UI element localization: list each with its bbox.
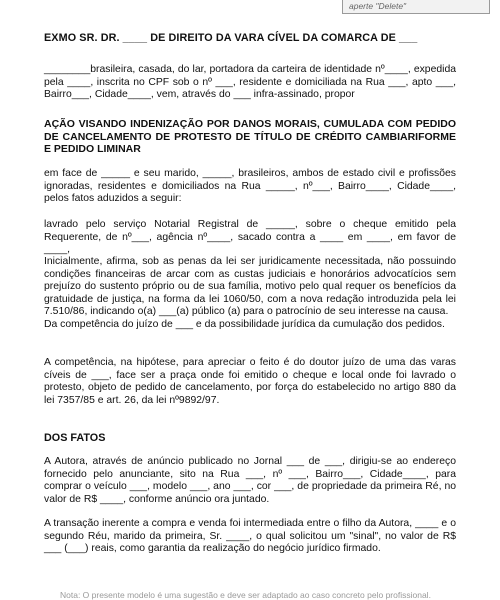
facts-paragraph-1: A Autora, através de anúncio publicado no Jornal ___ de ___, dirigiu-se ao endereço fornecido pelo anunciante, sito na Rua ___, nº ___, Bairro___, Cidade____, para comprar o veículo ___, modelo ___, ano ___, cor ___, de propriedade da primeira Ré, no valor de R$ ____, conforme anúncio ora juntado. bbox=[44, 456, 456, 505]
defendants-paragraph: em face de _____ e seu marido, _____, brasileiros, ambos de estado civil e profissões ignoradas, residentes e domiciliados na Rua _____, nº___, Bairro____, Cidade____, pelos fatos aduzidos a seguir: bbox=[44, 168, 456, 205]
footer-note: Nota: O presente modelo é uma sugestão e deve ser adaptado ao caso concreto pelo profissional. bbox=[60, 590, 431, 600]
legal-aid-section bbox=[44, 256, 456, 332]
competence-paragraph: A competência, na hipótese, para apreciar o feito é do doutor juízo de uma das varas cíveis de ___, face ser a praça onde foi emitido o cheque e local onde foi lavrado o protesto, objeto de pedido de cancelamento, por força do estabelecido no artigo 880 da lei 7357/85 e art. 26, da lei nº9892/97. bbox=[44, 357, 456, 406]
qualification-paragraph: ________brasileira, casada, do lar, portadora da carteira de identidade nº____, expedida pela ____, inscrita no CPF sob o nº ___, residente e domiciliada na Rua ___, apto ___, Bairro___, Cidade____, vem, através do ___ infra-assinado, propor bbox=[44, 64, 456, 101]
competence-heading-line: Da competência do juízo de ___ e da possibilidade jurídica da cumulação dos pedidos. bbox=[44, 318, 445, 330]
facts-paragraph-2: A transação inerente a compra e venda foi intermediada entre o filho da Autora, ____ e o segundo Réu, marido da primeira, Sr. ____, o qual solicitou um "sinal", no valor de R$ ___ (___) reais, como garantia da realização do negócio jurídico firmado. bbox=[44, 518, 456, 555]
petition-header: EXMO SR. DR. ____ DE DIREITO DA VARA CÍVEL DA COMARCA DE ___ bbox=[44, 32, 418, 44]
tooltip-text: aperte "Delete" bbox=[349, 1, 407, 11]
action-title: AÇÃO VISANDO INDENIZAÇÃO POR DANOS MORAIS, CUMULADA COM PEDIDO DE CANCELAMENTO DE PROTESTO DE TÍTULO DE CRÉDITO CAMBIARIFORME E PEDIDO LIMINAR bbox=[44, 118, 456, 156]
protest-paragraph: lavrado pelo serviço Notarial Registral de _____, sobre o cheque emitido pela Requerente, de nº___, agência nº____, sacado contra a ____ em ____, em favor de ____, bbox=[44, 219, 456, 256]
legal-aid-paragraph: Inicialmente, afirma, sob as penas da lei ser juridicamente necessitada, não possuindo condições financeiras de arcar com as custas judiciais e honorários advocatícios sem prejuízo do sustento próprio ou de sua família, motivo pelo qual requer os benefícios da gratuidade de justiça, na forma da lei 1060/50, com a nova redação introduzida pela lei 7.510/86, indicando o(a) ___(a) público (a) para o patrocínio de seu interesse na causa. bbox=[44, 256, 456, 318]
facts-heading: DOS FATOS bbox=[44, 432, 106, 444]
delete-hint-tooltip bbox=[342, 0, 490, 14]
